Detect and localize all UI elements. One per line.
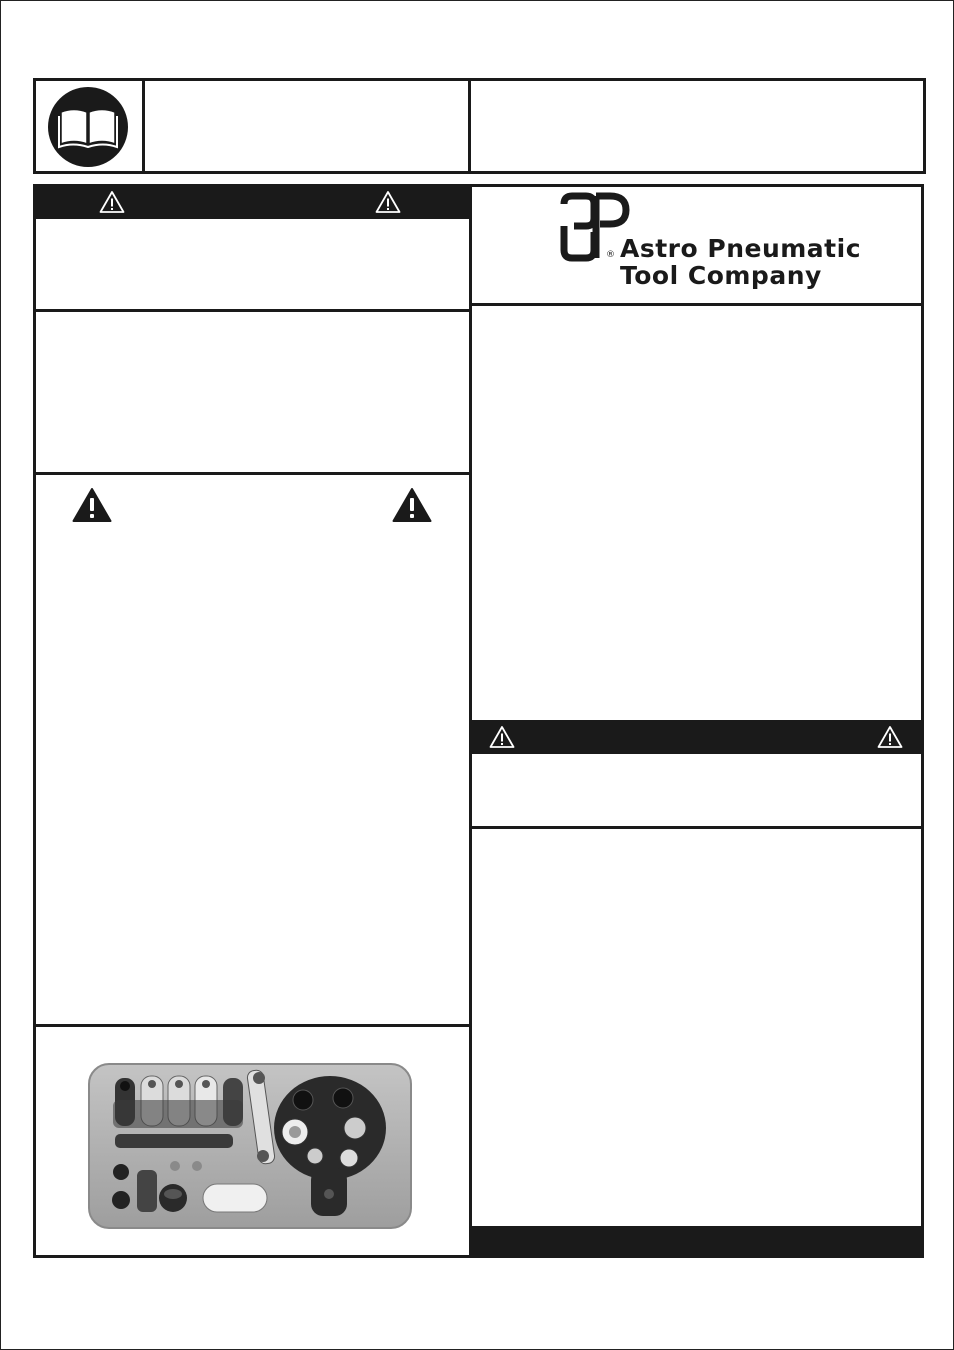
- company-name-line-2: Tool Company: [620, 261, 822, 290]
- warning-triangle-outline-icon: [877, 725, 903, 749]
- left-section-divider-1: [33, 309, 472, 312]
- warning-triangle-solid-icon: [392, 487, 432, 523]
- header-box: [33, 78, 926, 174]
- right-section-divider-1: [469, 303, 924, 306]
- left-section-divider-2: [33, 472, 472, 475]
- read-manual-icon: [47, 86, 129, 168]
- header-divider-2: [468, 78, 471, 174]
- warning-triangle-outline-icon: [99, 190, 125, 214]
- product-kit-photo: [85, 1060, 415, 1232]
- header-divider-1: [142, 78, 145, 174]
- warning-triangle-outline-icon: [489, 725, 515, 749]
- warning-triangle-solid-icon: [72, 487, 112, 523]
- footer-bar: [469, 1226, 924, 1258]
- warning-header-bar-2: [469, 720, 924, 754]
- company-name-line-1: Astro Pneumatic: [620, 234, 862, 263]
- registered-mark: ®: [606, 250, 615, 260]
- warning-triangle-outline-icon: [375, 190, 401, 214]
- left-section-divider-3: [33, 1024, 472, 1027]
- right-section-divider-2: [469, 826, 924, 829]
